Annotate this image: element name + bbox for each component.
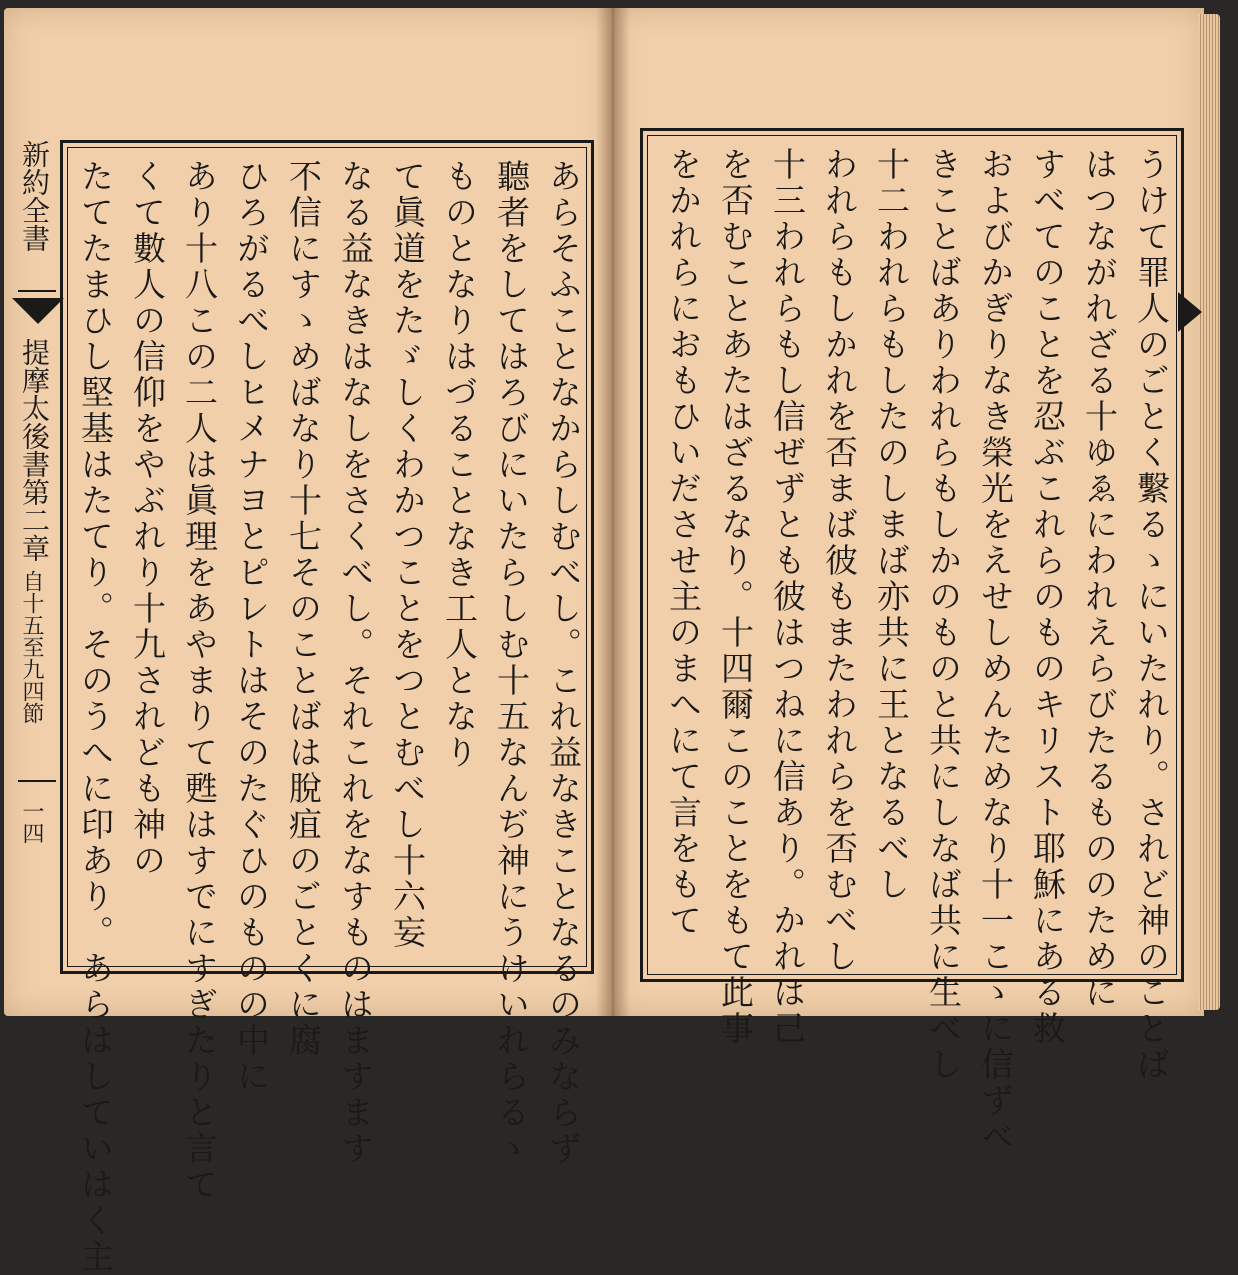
text-column: うけて罪人のごとく繫るゝにいたれり。されど神のことば (1132, 147, 1171, 1083)
fold-mark-icon (1178, 292, 1202, 332)
chapter-title: 提摩太後書第二章 (18, 338, 51, 562)
text-column: 十三われらもし信ぜずとも彼はつねに信あり。かれは己 (768, 147, 807, 1047)
text-column: をかれらにおもひいださせ主のまへにて言をもて (664, 147, 703, 939)
text-column: 聽者をしてはろびにいたらしむ十五なんぢ神にうけいれらるゝ (492, 159, 531, 1167)
text-column: ものとなりはづることなき工人となり (440, 159, 479, 771)
text-column: たてたまひし堅基はたてり。そのうへに印あり。あらはしていはく主 (76, 159, 115, 1275)
book-gutter (596, 8, 630, 1016)
text-column: 十二われらもしたのしまば亦共に王となるべし (872, 147, 911, 903)
margin-divider (18, 290, 56, 292)
margin-running-head (16, 140, 60, 980)
text-column: すべてのことを忍ぶこれらのものキリスト耶穌にある救 (1028, 147, 1067, 1047)
text-column: およびかぎりなき榮光をえせしめんためなり十一こゝに信ずべ (976, 147, 1015, 1155)
verse-range: 自十五至九四節 (19, 570, 44, 724)
left-text-frame (60, 140, 594, 1275)
page-number: 一四 (19, 800, 44, 844)
text-column: はつながれざる十ゆゑにわれえらびたるもののために (1080, 147, 1119, 1011)
text-column: きことばありわれらもしかのものと共にしなば共に生べし (924, 147, 963, 1083)
text-column: あらそふことなからしむべし。これ益なきことなるのみならず (544, 159, 583, 1167)
text-column: ひろがるべしヒメナヨとピレトはそのたぐひのものの中に (232, 159, 271, 1095)
text-column: あり十八この二人は眞理をあやまりて甦はすでにすぎたりと言て (180, 159, 219, 1203)
text-column: なる益なきはなしをさくべし。それこれをなすものはますます (336, 159, 375, 1167)
book-title: 新約全書 (18, 140, 51, 252)
margin-divider (18, 780, 56, 782)
text-column: 不信にすゝめばなり十七そのことばは脫疽のごとくに腐 (284, 159, 323, 1059)
text-column: を否むことあたはざるなり。十四爾このことをもて此事 (716, 147, 755, 1047)
right-text-frame (640, 128, 1184, 1155)
fold-mark-icon (12, 298, 64, 324)
text-column: くて數人の信仰をやぶれり十九されども神の (128, 159, 167, 879)
text-column: われらもしかれを否まば彼もまたわれらを否むべし (820, 147, 859, 975)
text-column: て眞道をたゞしくわかつことをつとむべし十六妄 (388, 159, 427, 951)
page-edges (1198, 14, 1220, 1010)
